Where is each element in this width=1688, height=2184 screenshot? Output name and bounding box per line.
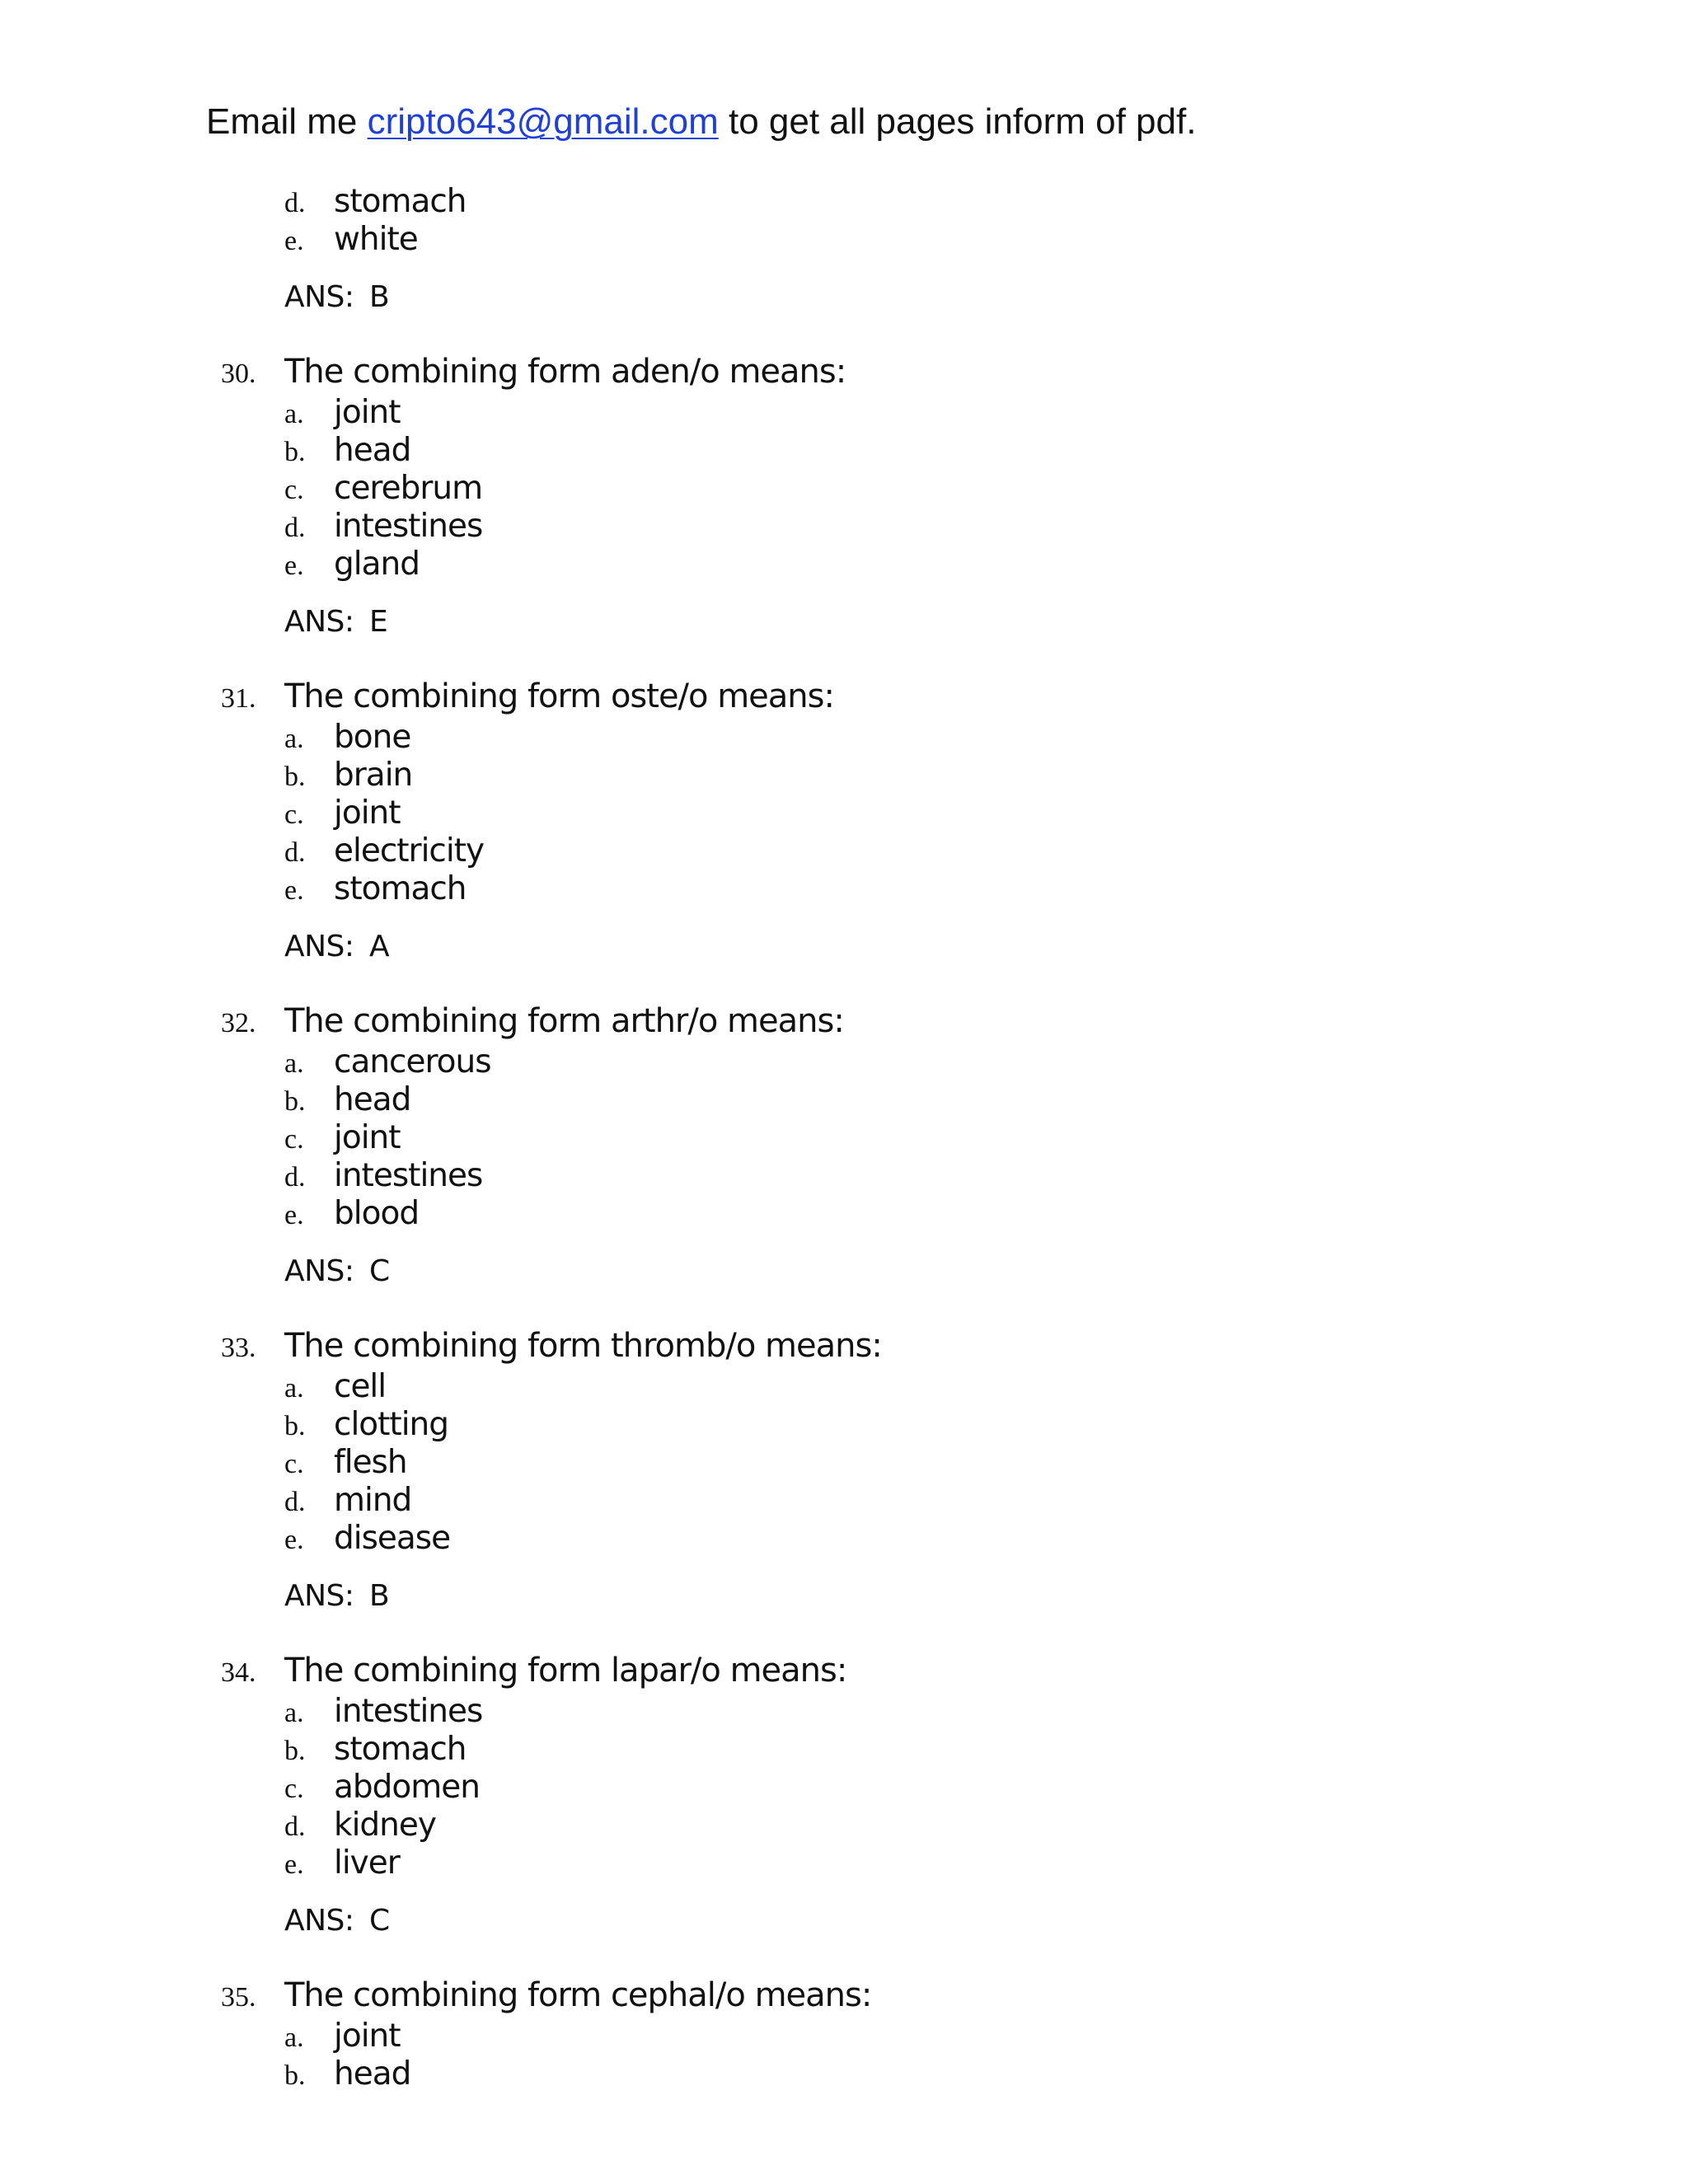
question-35 <box>206 1976 1607 2093</box>
option-letter: b. <box>284 437 306 467</box>
answer-value: C <box>369 1254 390 1288</box>
answer-value: C <box>369 1904 390 1938</box>
option-letter: d. <box>284 188 306 218</box>
option-text: head <box>334 432 411 469</box>
answer-line <box>284 930 1607 972</box>
option-letter: e. <box>284 875 304 906</box>
option-row <box>284 183 1607 221</box>
answer-label: ANS: <box>284 1579 354 1613</box>
option-text: white <box>334 221 418 258</box>
option-text: disease <box>334 1520 451 1557</box>
question-text: The combining form thromb/o means: <box>284 1327 882 1365</box>
option-letter: e. <box>284 226 304 256</box>
option-text: blood <box>334 1195 420 1232</box>
option-row <box>284 757 1607 794</box>
option-row <box>284 1195 1607 1233</box>
option-text: head <box>334 2055 411 2093</box>
question-34 <box>206 1652 1607 1947</box>
option-text: joint <box>334 794 401 832</box>
question-number: 32. <box>221 1008 256 1038</box>
option-text: joint <box>334 394 401 431</box>
option-row <box>284 794 1607 832</box>
option-letter: d. <box>284 513 306 543</box>
question-33 <box>206 1327 1607 1622</box>
answer-value: B <box>369 280 390 314</box>
option-letter: c. <box>284 475 304 505</box>
option-letter: a. <box>284 399 304 429</box>
question-number: 31. <box>221 683 256 714</box>
option-text: abdomen <box>334 1769 480 1806</box>
option-row <box>284 221 1607 259</box>
answer-line <box>284 605 1607 648</box>
question-number: 30. <box>221 359 256 389</box>
option-text: flesh <box>334 1444 407 1481</box>
question-text: The combining form aden/o means: <box>284 353 846 391</box>
answer-value: B <box>369 1579 390 1613</box>
question-text: The combining form oste/o means: <box>284 677 834 715</box>
question-list <box>206 183 1607 2093</box>
option-row <box>284 1081 1607 1119</box>
option-text: cancerous <box>334 1043 491 1080</box>
option-text: liver <box>334 1844 400 1882</box>
question-number: 33. <box>221 1333 256 1363</box>
question-32 <box>206 1002 1607 1297</box>
option-letter: e. <box>284 1849 304 1880</box>
option-row <box>284 1731 1607 1769</box>
option-letter: c. <box>284 1449 304 1479</box>
option-letter: b. <box>284 2060 306 2091</box>
option-row <box>284 1769 1607 1807</box>
option-letter: e. <box>284 1525 304 1555</box>
option-text: stomach <box>334 183 467 220</box>
option-letter: e. <box>284 551 304 581</box>
question-30 <box>206 353 1607 648</box>
option-letter: d. <box>284 1811 306 1842</box>
option-row <box>284 508 1607 546</box>
option-row <box>284 1693 1607 1731</box>
option-text: joint <box>334 2018 401 2055</box>
option-letter: a. <box>284 1698 304 1728</box>
email-notice <box>206 97 1196 147</box>
option-text: joint <box>334 1119 401 1156</box>
option-row <box>284 1368 1607 1406</box>
option-row <box>284 1844 1607 1882</box>
option-row <box>284 832 1607 870</box>
option-letter: b. <box>284 762 306 792</box>
email-notice-prefix: Email me <box>206 101 368 142</box>
option-letter: c. <box>284 1124 304 1155</box>
option-row <box>284 546 1607 583</box>
answer-label: ANS: <box>284 1254 354 1288</box>
option-row <box>284 719 1607 757</box>
option-letter: b. <box>284 1736 306 1766</box>
option-row <box>284 394 1607 432</box>
question-stem <box>206 1002 1607 1043</box>
question-number: 35. <box>221 1982 256 2013</box>
option-letter: a. <box>284 2022 304 2053</box>
option-text: bone <box>334 719 411 756</box>
question-31 <box>206 677 1607 972</box>
email-link[interactable]: cripto643@gmail.com <box>367 101 719 142</box>
option-row <box>284 1406 1607 1444</box>
answer-label: ANS: <box>284 605 354 639</box>
option-text: mind <box>334 1482 412 1519</box>
answer-line <box>284 1254 1607 1297</box>
email-notice-suffix: to get all pages inform of pdf. <box>718 101 1197 142</box>
option-letter: d. <box>284 1162 306 1193</box>
answer-line <box>284 280 1607 323</box>
option-row <box>284 870 1607 908</box>
option-row <box>284 1482 1607 1520</box>
option-letter: c. <box>284 799 304 830</box>
answer-line <box>284 1579 1607 1622</box>
answer-label: ANS: <box>284 930 354 963</box>
option-row <box>284 2055 1607 2093</box>
question-text: The combining form arthr/o means: <box>284 1002 844 1040</box>
option-letter: e. <box>284 1200 304 1230</box>
question-text: The combining form lapar/o means: <box>284 1652 847 1690</box>
option-text: clotting <box>334 1406 449 1443</box>
option-letter: a. <box>284 1373 304 1404</box>
option-letter: b. <box>284 1086 306 1117</box>
answer-label: ANS: <box>284 280 354 314</box>
option-letter: a. <box>284 724 304 754</box>
option-text: electricity <box>334 832 485 869</box>
carryover-question <box>206 183 1607 323</box>
question-number: 34. <box>221 1657 256 1688</box>
question-stem <box>206 677 1607 719</box>
option-text: intestines <box>334 1693 483 1730</box>
option-row <box>284 1157 1607 1195</box>
option-row <box>284 1444 1607 1482</box>
option-letter: c. <box>284 1774 304 1804</box>
question-stem <box>206 353 1607 394</box>
option-text: kidney <box>334 1807 436 1844</box>
option-letter: d. <box>284 1487 306 1517</box>
question-text: The combining form cephal/o means: <box>284 1976 872 2014</box>
option-text: intestines <box>334 508 483 545</box>
option-row <box>284 1520 1607 1558</box>
answer-line <box>284 1904 1607 1947</box>
option-row <box>284 1807 1607 1844</box>
option-text: stomach <box>334 870 467 907</box>
option-text: head <box>334 1081 411 1118</box>
option-row <box>284 432 1607 470</box>
option-text: cell <box>334 1368 387 1405</box>
question-stem <box>206 1327 1607 1368</box>
option-letter: b. <box>284 1411 306 1441</box>
option-text: brain <box>334 757 413 794</box>
option-letter: a. <box>284 1048 304 1079</box>
answer-value: A <box>369 930 390 963</box>
answer-value: E <box>369 605 388 639</box>
question-stem <box>206 1652 1607 1693</box>
option-row <box>284 1043 1607 1081</box>
option-row <box>284 470 1607 508</box>
option-row <box>284 2018 1607 2055</box>
option-text: cerebrum <box>334 470 483 507</box>
answer-label: ANS: <box>284 1904 354 1938</box>
option-text: gland <box>334 546 420 583</box>
option-text: intestines <box>334 1157 483 1194</box>
option-letter: d. <box>284 837 306 868</box>
option-row <box>284 1119 1607 1157</box>
question-stem <box>206 1976 1607 2018</box>
option-text: stomach <box>334 1731 467 1768</box>
